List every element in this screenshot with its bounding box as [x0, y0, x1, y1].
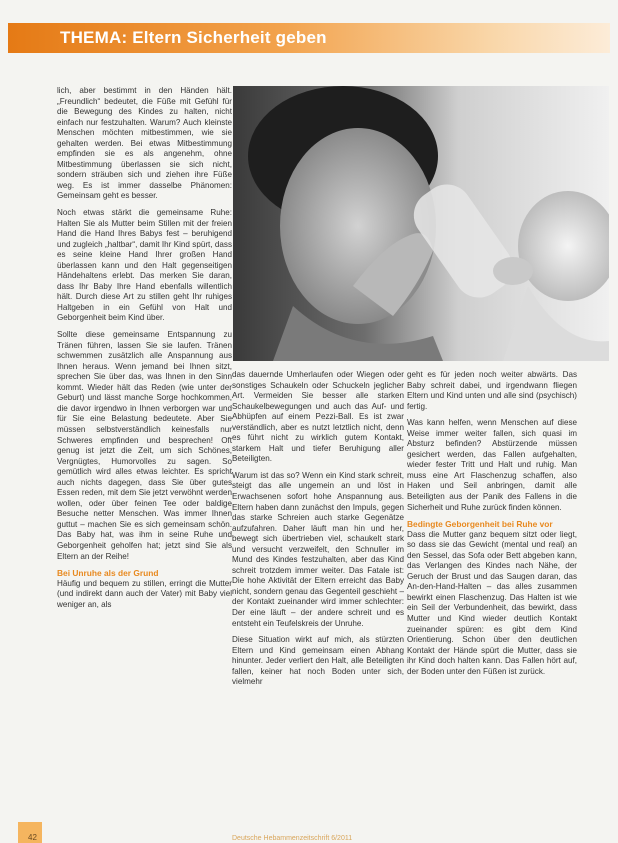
- paragraph: das dauernde Umherlaufen oder Wiegen oder sonstiges Schaukeln oder Schuckeln jeglicher Art. Vermeiden Sie besser alle starken Schaukelbewegungen und auch das Auf- und Abhüpfen auf einem Pezzi-Ball. Es ist zwar verständlich, aber es nutzt letztlich nicht, denn es führt nicht zu wirklich gutem Kontakt, starkem Halt und tiefer Beruhigung aller Beteiligten.: [232, 370, 404, 464]
- father-baby-photo: [233, 86, 609, 361]
- paragraph: geht es für jeden noch weiter abwärts. Das Baby schreit dabei, und irgendwann fliegen Eltern und Kind unten und alle sind (psychisch) fertig.: [407, 370, 577, 411]
- text-column-3: [407, 370, 577, 820]
- paragraph: Dass die Mutter ganz bequem sitzt oder liegt, so dass sie das Gewicht (mental und real) an den Sessel, das Sofa oder Bett abgeben kann, das Verlangen des Kindes nach Nähe, der Geruch der Brust und das Saugen daran, das An-den-Hand-Halten – das alles zusammen bewirkt einen Flaschenzug. Das Halten ist wie ein Seil der Verbundenheit, das bewirkt, dass Mutter und Kind wieder deutlich Kontakt zueinander spüren: es gibt dem Kind Orientierung. Schon über den deutlichen Kontakt der Hände spürt die Mutter, dass sie ihr Kind doch halten kann. Das Fallen hört auf, der Boden unter den Füßen ist zurück.: [407, 529, 577, 676]
- page-number: 42: [28, 833, 37, 842]
- text-column-2: [232, 370, 404, 820]
- text-column-1: [57, 86, 232, 812]
- subheading: Bedingte Geborgenheit bei Ruhe vor: [407, 519, 553, 530]
- section-title: THEMA: Eltern Sicherheit geben: [60, 28, 327, 47]
- subheading: Bei Unruhe als der Grund: [57, 568, 159, 579]
- paragraph: Warum ist das so? Wenn ein Kind stark schreit, steigt das alle ungemein an und löst in Erwachsenen sofort hohe Anspannung aus. Eltern haben dann zunächst den Impuls, gegen das starke Schreien auch starke Gegenätze aufzufahren. Daher läuft man hin und her, bewegt sich übertrieben viel, schaukelt stark und versucht verzweifelt, den Schnuller im Mund des Kindes festzuhalten, aber das Kind schreit trotzdem immer weiter. Das Fatale ist: Die hohe Aktivität der Eltern erreicht das Baby nicht, sondern genau das Gegenteil geschieht – der Kontakt zueinander wird immer schlechter: Der eine läuft – der andere schreit und es entsteht ein Teufelskreis der Unruhe.: [232, 470, 404, 628]
- photo-image: [233, 86, 609, 361]
- footer-publication: Deutsche Hebammenzeitschrift 6/2011: [232, 835, 353, 842]
- paragraph: Was kann helfen, wenn Menschen auf diese Weise immer weiter fallen, sich quasi im Absturz befinden? Abstürzende müssen gesichert werden, das Fallen aufgehalten, wieder fester Tritt und Halt und ruhig. Man muss eine Art Flaschenzug schaffen, also Haken und Seil anbringen, damit alle Beteiligten aus der Panik des Fallens in die Sicherheit und Ruhe zurück finden können.: [407, 418, 577, 512]
- paragraph: lich, aber bestimmt in den Händen hält. „Freundlich“ bedeutet, die Füße mit Gefühl für die Bewegung des Kindes zu halten, nicht einfach nur festzuhalten. Warum? Auch kleinste Menschen möchten mitbestimmen, wie sie gehalten werden. Bei etwas Mitbestimmung empfinden sie es als angenehm, ohne Mitbestimmung überlassen sie sich nicht, sondern sträuben sich und ziehen ihre Füße weg. Es ist immer dasselbe Phänomen: Gemeinsam geht es besser.: [57, 86, 232, 201]
- paragraph: Noch etwas stärkt die gemeinsame Ruhe: Halten Sie als Mutter beim Stillen mit der freien Hand die Hand Ihres Babys fest – beruhigend und zugleich „haltbar“, damit Ihr Kind spürt, dass es seine kleine Hand Ihrer großen Hand überlassen kann und den Halt gegenseitigen Händehaltens erlebt. Das merken Sie daran, dass Ihr Baby Ihre Hand ebenfalls willentlich hält. Durch diese Art zu stillen geht Ihr ruhiges Haltgeben in ein Gefühl von Halt und Geborgenheit beim Kind über.: [57, 208, 232, 323]
- paragraph: Sollte diese gemeinsame Entspannung zu Tränen führen, lassen Sie sie laufen. Tränen schwemmen zusätzlich alle Anspannung aus Ihnen heraus. Wenn jemand bei Ihnen sitzt, sprechen Sie über das, was Ihnen in den Sinn kommt. Wieder hält das Reden (wie unter der Geburt) und lässt manche Sorge hochkommen, die davor irgendwo in Ihnen verborgen war und für Sie eine Belastung bedeutete. Aber Sie müssen selbstverständlich keinesfalls nur Schweres empfinden und besprechen! Oft genug ist jetzt die Zeit, um sich Schönes, Vergnügtes, Humorvolles zu sagen. So gemütlich wird alles etwas leichter. Es spricht auch nichts dagegen, dass Sie über gutes Essen reden, mit dem Sie jetzt verwöhnt werden wollen, oder über feinen Tee oder baldige Besuche netter Menschen. Was immer Ihnen guttut – machen Sie es sich gemeinsam schön. Das Baby hat, was ihm in seine Ruhe und Geborgenheit geholfen hat; jetzt sind Sie als Eltern an der Reihe!: [57, 330, 232, 561]
- paragraph: Häufig und bequem zu stillen, erringt die Mutter (und indirekt dann auch der Vater) mit Baby viel weniger an, als: [57, 578, 232, 609]
- paragraph: Diese Situation wirkt auf mich, als stürzten Eltern und Kind gemeinsam einen Abhang hinunter. Jeder verliert den Halt, alle Beteiligten fallen, keiner hat noch Boden unter sich, vielmehr: [232, 635, 404, 687]
- section-banner: [8, 23, 610, 53]
